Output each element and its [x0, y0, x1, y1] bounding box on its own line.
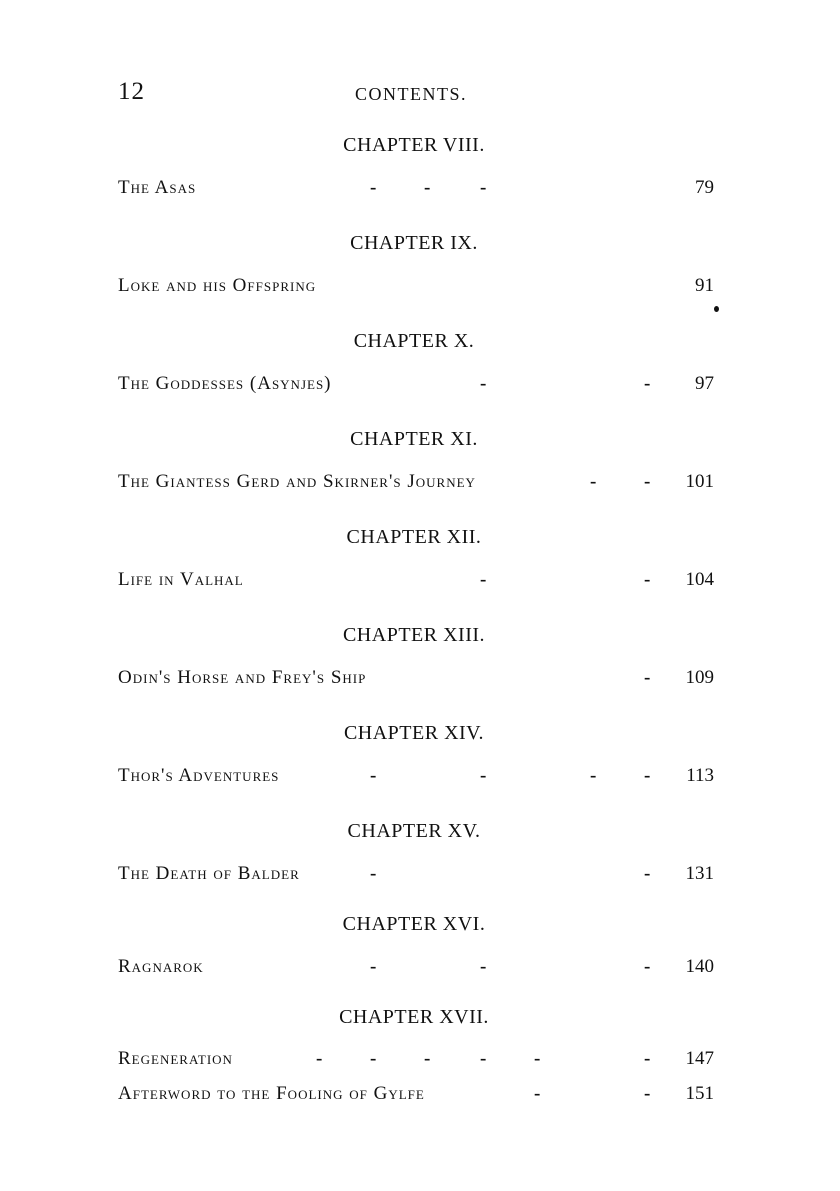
leader-dot: - — [644, 765, 651, 786]
leader-dot: - — [644, 863, 651, 884]
leader-dot: - — [370, 177, 377, 198]
leader-dot: - — [590, 765, 597, 786]
entry-page-number: 97 — [695, 373, 714, 394]
leader-dot: - — [644, 569, 651, 590]
entry-page-number: 140 — [685, 956, 714, 977]
running-head: CONTENTS. — [355, 84, 467, 104]
leader-dot: - — [370, 1048, 377, 1069]
toc-entry — [118, 569, 714, 597]
leader-dot: - — [644, 956, 651, 977]
entry-page-number: 151 — [685, 1083, 714, 1104]
toc-entry — [118, 177, 714, 205]
entry-title: Ragnarok — [118, 956, 204, 977]
entry-page-number: 101 — [685, 471, 714, 492]
chapter-heading: CHAPTER XI. — [350, 428, 478, 450]
entry-page-number: 131 — [685, 863, 714, 884]
leader-dot: - — [424, 177, 431, 198]
leader-dot: - — [480, 569, 487, 590]
leader-dot: - — [424, 1048, 431, 1069]
toc-entry — [118, 275, 714, 303]
leader-dot: - — [644, 1083, 651, 1104]
entry-page-number: 104 — [685, 569, 714, 590]
entry-title: The Death of Balder — [118, 863, 300, 884]
toc-entry — [118, 863, 714, 891]
leader-dot: - — [644, 471, 651, 492]
chapter-heading: CHAPTER XIV. — [343, 722, 485, 744]
leader-dot: - — [590, 471, 597, 492]
leader-dot: - — [316, 1048, 323, 1069]
leader-dot: - — [644, 1048, 651, 1069]
chapter-heading: CHAPTER X. — [353, 330, 475, 352]
entry-title: The Goddesses (Asynjes) — [118, 373, 332, 394]
entry-page-number: 109 — [685, 667, 714, 688]
entry-title: Thor's Adventures — [118, 765, 280, 786]
entry-page-number: 91 — [695, 275, 714, 296]
leader-dot: - — [534, 1048, 541, 1069]
entry-page-number: 147 — [685, 1048, 714, 1069]
chapter-heading: CHAPTER XII. — [346, 526, 482, 548]
leader-dot: - — [370, 956, 377, 977]
toc-entry — [118, 1083, 714, 1111]
chapter-heading: CHAPTER XIII. — [342, 624, 486, 646]
ink-speck — [714, 306, 719, 312]
chapter-heading: CHAPTER VIII. — [343, 134, 485, 156]
chapter-heading: CHAPTER XVI. — [342, 913, 486, 935]
entry-title: Loke and his Offspring — [118, 275, 317, 296]
chapter-heading: CHAPTER IX. — [350, 232, 478, 254]
toc-entry — [118, 765, 714, 793]
leader-dot: - — [480, 1048, 487, 1069]
toc-entry — [118, 471, 714, 499]
chapter-heading: CHAPTER XV. — [347, 820, 481, 842]
entry-title: Afterword to the Fooling of Gylfe — [118, 1083, 425, 1104]
entry-title: The Asas — [118, 177, 197, 198]
leader-dot: - — [644, 667, 651, 688]
chapter-heading: CHAPTER XVII. — [339, 1006, 489, 1028]
toc-entry — [118, 956, 714, 984]
leader-dot: - — [534, 1083, 541, 1104]
page-number: 12 — [118, 78, 145, 105]
leader-dot: - — [480, 177, 487, 198]
leader-dot: - — [480, 765, 487, 786]
entry-page-number: 113 — [686, 765, 714, 786]
leader-dot: - — [480, 956, 487, 977]
leader-dot: - — [644, 373, 651, 394]
leader-dot: - — [370, 765, 377, 786]
toc-entry — [118, 667, 714, 695]
toc-entry — [118, 1048, 714, 1076]
leader-dot: - — [370, 863, 377, 884]
entry-title: The Giantess Gerd and Skirner's Journey — [118, 471, 476, 492]
leader-dot: - — [480, 373, 487, 394]
entry-title: Odin's Horse and Frey's Ship — [118, 667, 367, 688]
entry-page-number: 79 — [695, 177, 714, 198]
entry-title: Life in Valhal — [118, 569, 244, 590]
entry-title: Regeneration — [118, 1048, 233, 1069]
toc-entry — [118, 373, 714, 401]
